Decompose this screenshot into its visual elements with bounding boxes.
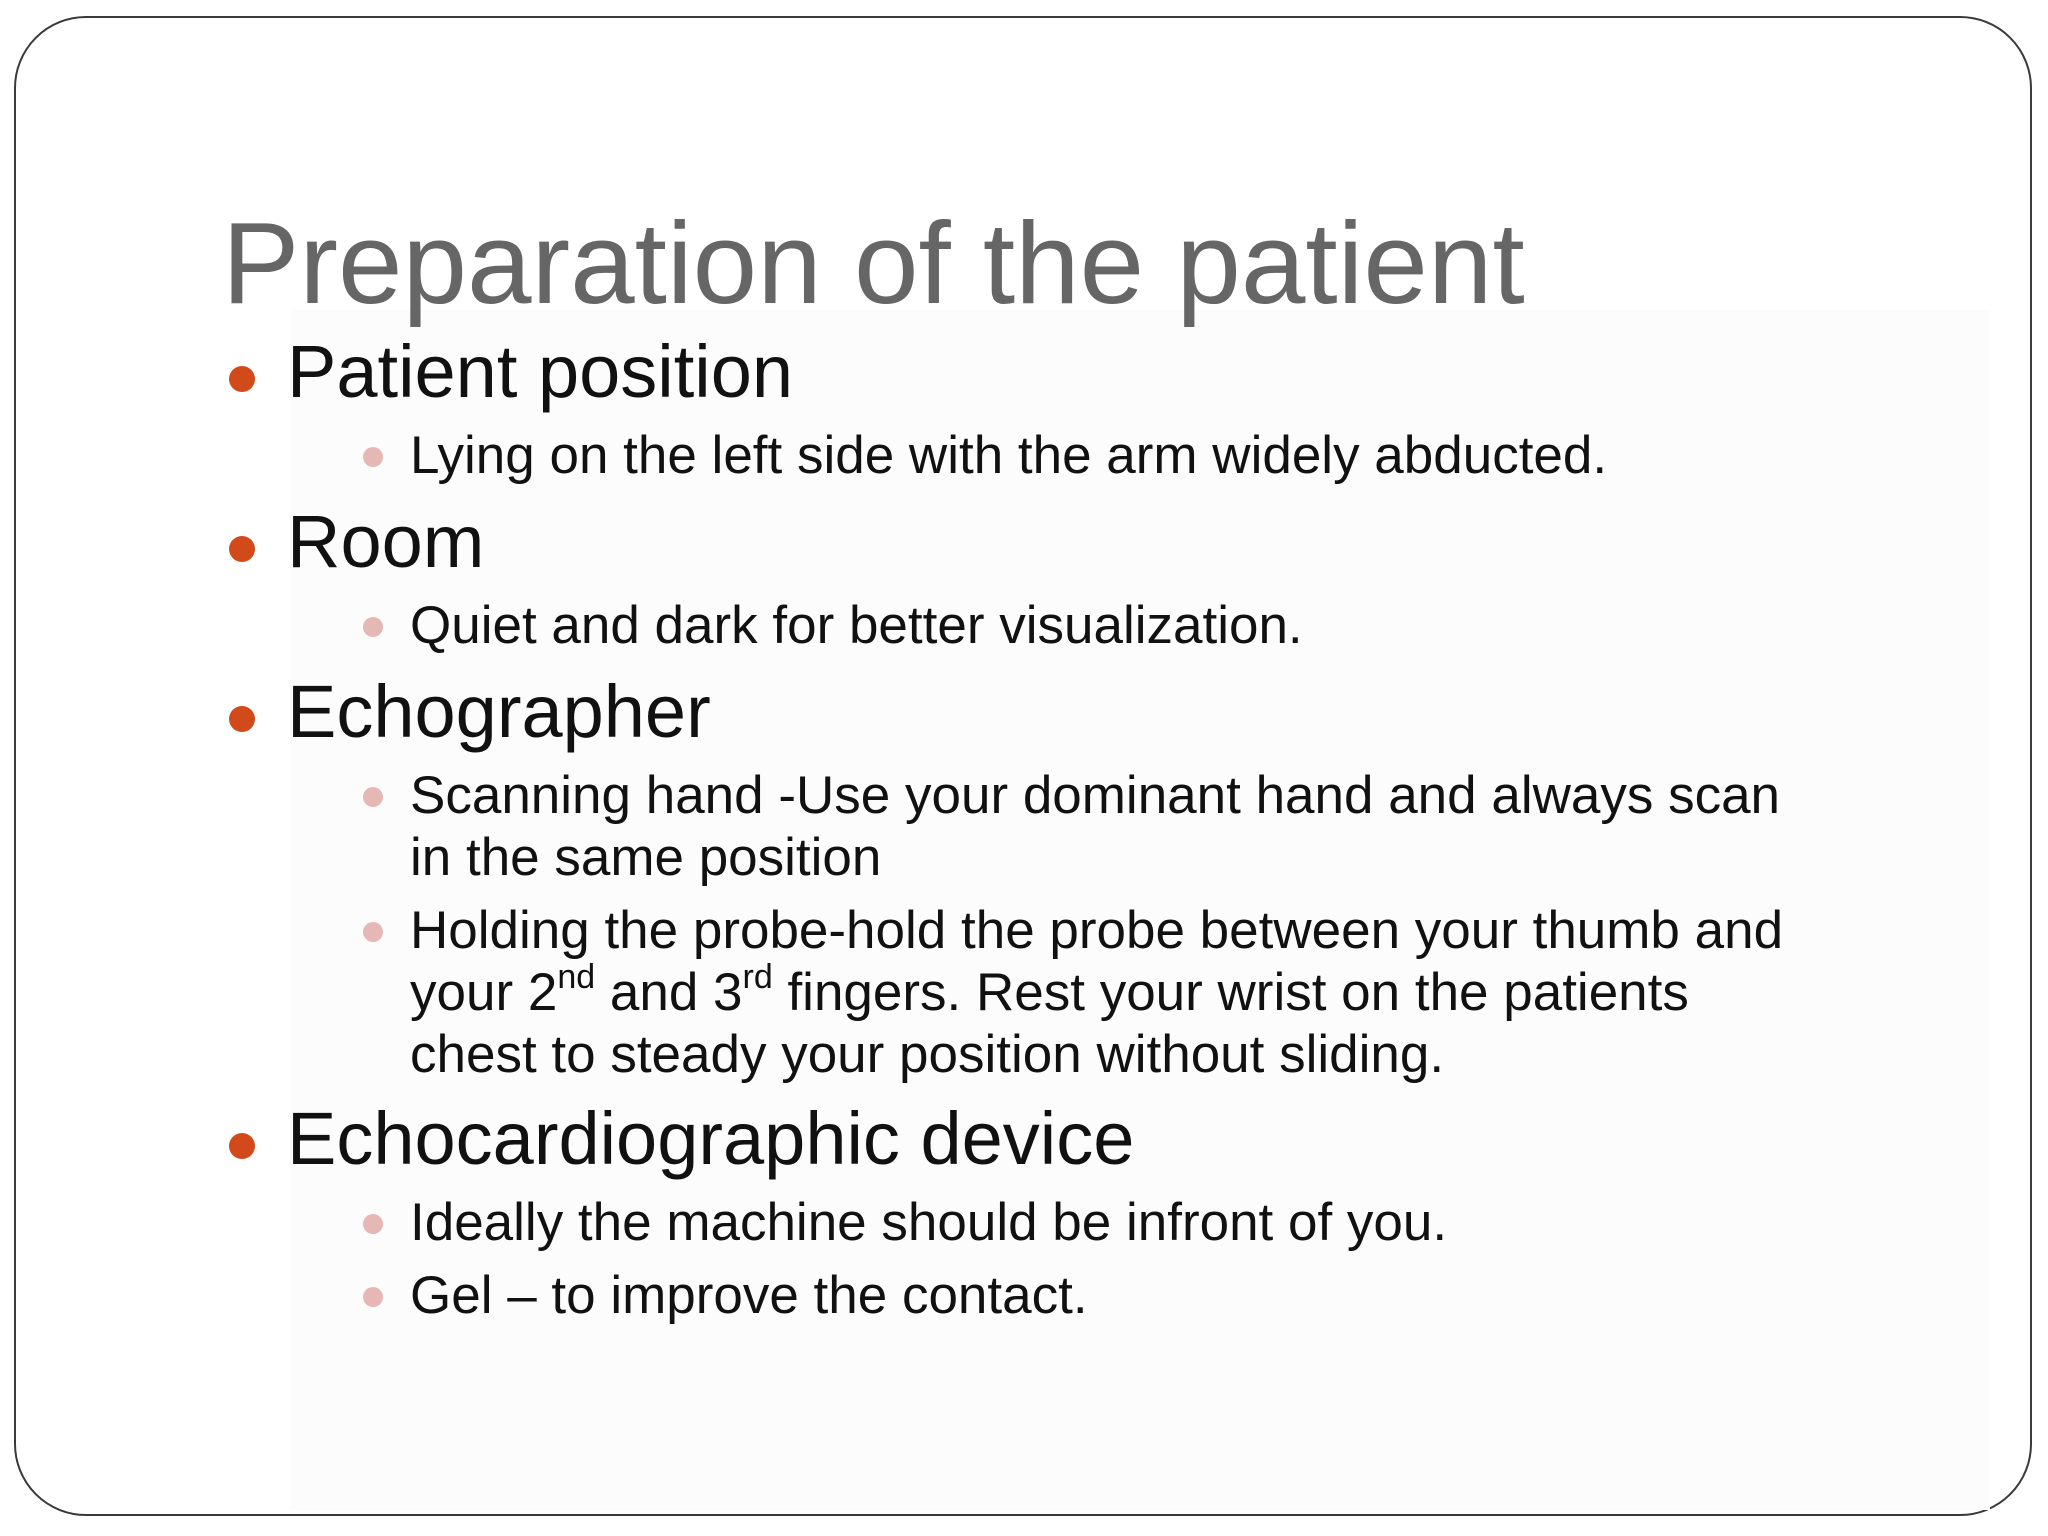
bullet-item: Ideally the machine should be infront of you.	[410, 1193, 1448, 1252]
bullet-item-line	[410, 958, 1689, 1024]
bullet-icon	[229, 706, 255, 732]
bullet-icon	[229, 1133, 255, 1159]
section-heading-room: Room	[287, 500, 485, 583]
superscript: rd	[742, 958, 773, 996]
slide-title: Preparation of the patient	[222, 198, 1525, 328]
bullet-item: Lying on the left side with the arm widely abducted.	[410, 426, 1608, 485]
bullet-item: Gel – to improve the contact.	[410, 1266, 1088, 1325]
text-fragment: your 2	[410, 963, 558, 1022]
sub-bullet-icon	[363, 1214, 383, 1234]
bullet-item-line: Scanning hand -Use your dominant hand and always scan	[410, 766, 1781, 825]
text-fragment: fingers. Rest your wrist on the patients	[772, 963, 1689, 1022]
sub-bullet-icon	[363, 787, 383, 807]
section-heading-patient-position: Patient position	[287, 330, 794, 413]
bullet-item-line: in the same position	[410, 828, 882, 887]
bullet-item-line: chest to steady your position without sliding.	[410, 1025, 1445, 1084]
sub-bullet-icon	[363, 922, 383, 942]
sub-bullet-icon	[363, 447, 383, 467]
bullet-item-line: Holding the probe-hold the probe between your thumb and	[410, 901, 1784, 960]
sub-bullet-icon	[363, 617, 383, 637]
text-fragment: and 3	[595, 963, 743, 1022]
bullet-icon	[229, 366, 255, 392]
bullet-item: Quiet and dark for better visualization.	[410, 596, 1303, 655]
bullet-icon	[229, 536, 255, 562]
sub-bullet-icon	[363, 1287, 383, 1307]
section-heading-echocardiographic-device: Echocardiographic device	[287, 1097, 1135, 1180]
section-heading-echographer: Echographer	[287, 670, 711, 753]
superscript: nd	[557, 958, 596, 996]
